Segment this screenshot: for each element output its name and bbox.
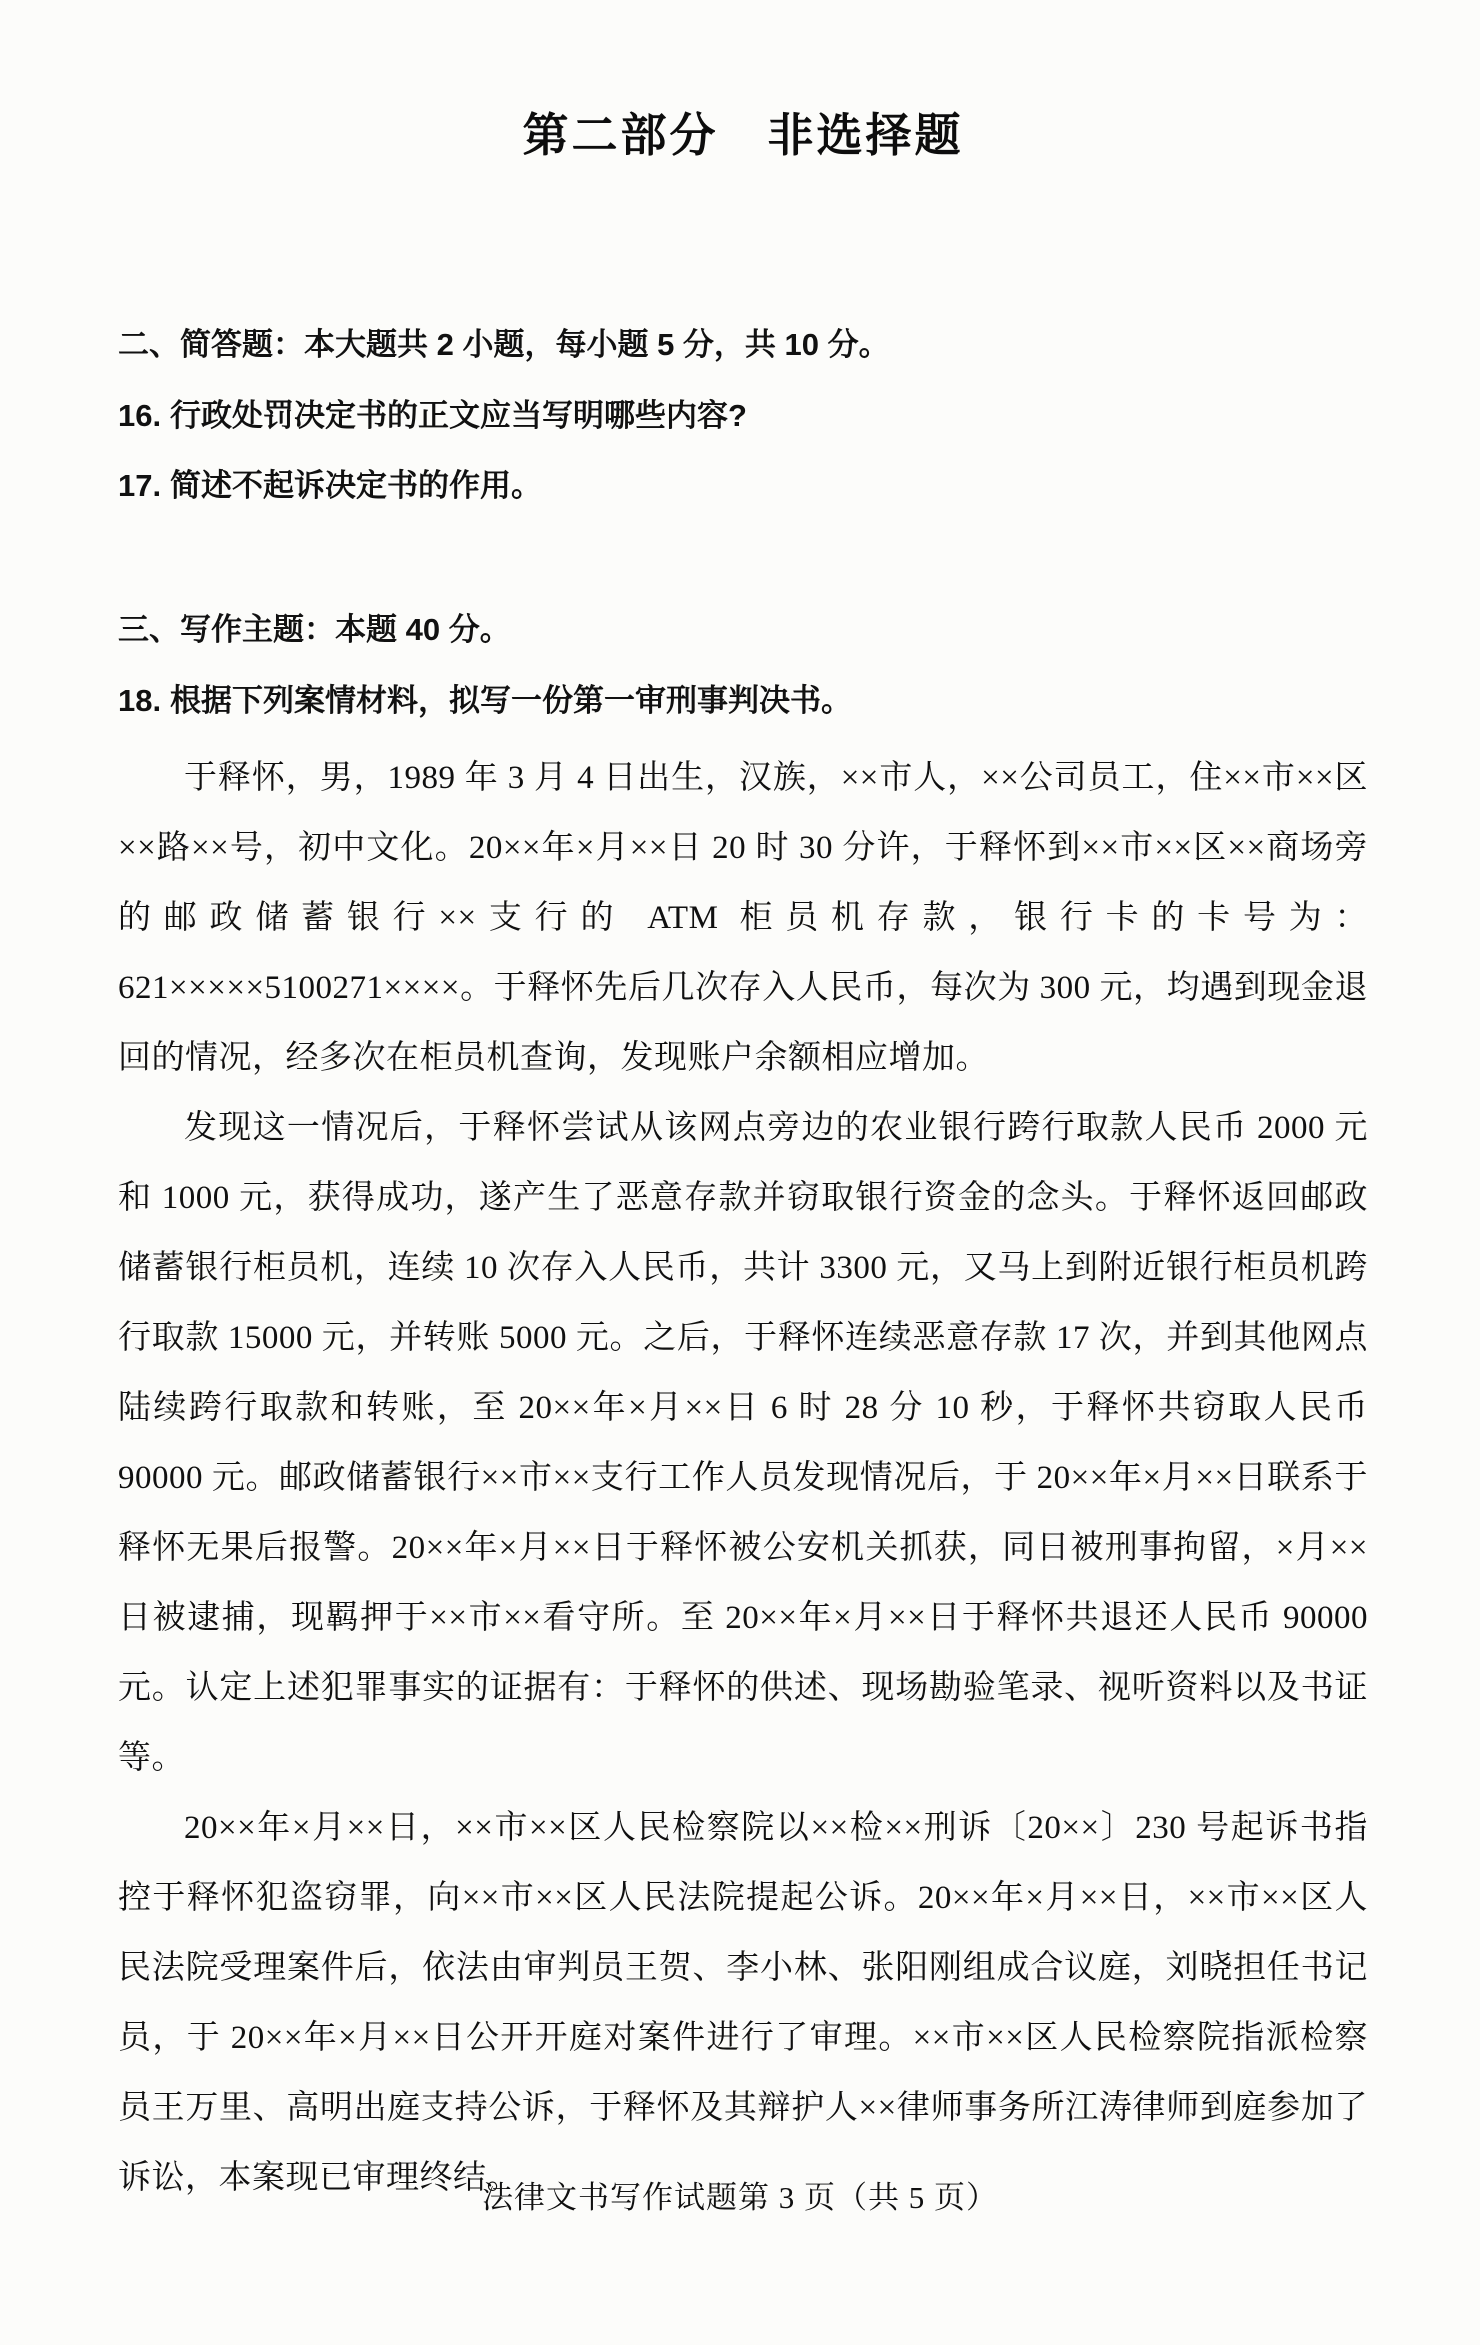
section3-header: 三、写作主题：本题 40 分。 bbox=[118, 612, 511, 647]
question-18-number: 18. bbox=[118, 683, 162, 718]
question-17 bbox=[118, 464, 1368, 508]
question-16-number: 16. bbox=[118, 398, 162, 433]
page-content bbox=[0, 105, 1480, 2213]
question-16 bbox=[118, 394, 1368, 438]
question-18-text: 根据下列案情材料，拟写一份第一审刑事判决书。 bbox=[170, 683, 852, 718]
question-16-text: 行政处罚决定书的正文应当写明哪些内容? bbox=[170, 398, 747, 433]
question-18 bbox=[118, 679, 1368, 723]
case-paragraph-2: 发现这一情况后，于释怀尝试从该网点旁边的农业银行跨行取款人民币 2000 元和 1000 元，获得成功，遂产生了恶意存款并窃取银行资金的念头。于释怀返回邮政储蓄银行柜员机，连续 10 次存入人民币，共计 3300 元，又马上到附近银行柜员机跨行取款 15000 元，并转账 5000 元。之后，于释怀连续恶意存款 17 次，并到其他网点陆续跨行取款和转账，至 20××年×月××日 6 时 28 分 10 秒，于释怀共窃取人民币 90000 元。邮政储蓄银行××市××支行工作人员发现情况后，于 20××年×月××日联系于释怀无果后报警。20××年×月××日于释怀被公安机关抓获，同日被刑事拘留，×月××日被逮捕，现羁押于××市××看守所。至 20××年×月××日于释怀共退还人民币 90000 元。认定上述犯罪事实的证据有：于释怀的供述、现场勘验笔录、视听资料以及书证等。 bbox=[118, 1110, 1368, 1776]
question-17-number: 17. bbox=[118, 468, 162, 503]
case-paragraph-3: 20××年×月××日，××市××区人民检察院以××检××刑诉〔20××〕230 号起诉书指控于释怀犯盗窃罪，向××市××区人民法院提起公诉。20××年×月××日，××市××区人民法院受理案件后，依法由审判员王贺、李小林、张阳刚组成合议庭，刘晓担任书记员，于 20××年×月××日公开开庭对案件进行了审理。××市××区人民检察院指派检察员王万里、高明出庭支持公诉，于释怀及其辩护人××律师事务所江涛律师到庭参加了诉讼，本案现已审理终结。 bbox=[118, 1810, 1368, 2196]
case-material bbox=[118, 743, 1368, 2213]
case-paragraph-1: 于释怀，男，1989 年 3 月 4 日出生，汉族，××市人，××公司员工，住××市××区××路××号，初中文化。20××年×月××日 20 时 30 分许，于释怀到××市××区××商场旁的邮政储蓄银行××支行的 ATM 柜员机存款，银行卡的卡号为：621×××××5100271××××。于释怀先后几次存入人民币，每次为 300 元，均遇到现金退回的情况，经多次在柜员机查询，发现账户余额相应增加。 bbox=[118, 760, 1368, 1076]
section2-header: 二、简答题：本大题共 2 小题，每小题 5 分，共 10 分。 bbox=[118, 327, 890, 362]
page-title: 第二部分 非选择题 bbox=[522, 109, 964, 161]
page-footer: 法律文书写作试题第 3 页（共 5 页） bbox=[482, 2180, 998, 2215]
question-17-text: 简述不起诉决定书的作用。 bbox=[170, 468, 542, 503]
